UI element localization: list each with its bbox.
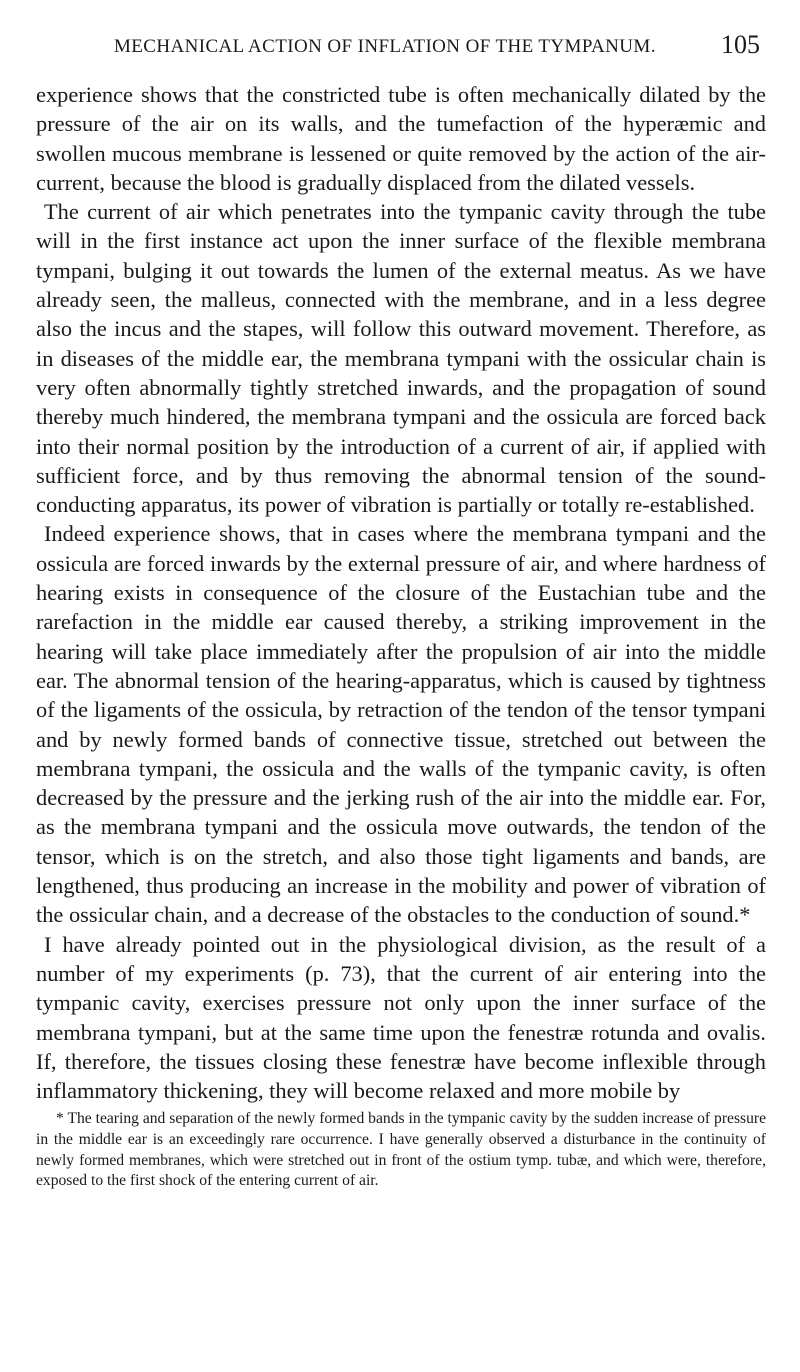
footnote-text: * The tearing and separation of the newly formed bands in the tympanic cavity by the sudden increase of pressure in the middle ear is an exceedingly rare occurrence. I have generally observed a disturbance in the continuity of newly formed membranes, which were stretched out in front of the ostium tymp. tubæ, and which were, therefore, exposed to the first shock of the entering current of air. [36, 1110, 766, 1190]
running-header [36, 30, 766, 64]
running-title: MECHANICAL ACTION OF INFLATION OF THE TYMPANUM. [114, 36, 656, 57]
paragraph: Indeed experience shows, that in cases where the membrana tympani and the ossicula are forced inwards by the external pressure of air, and where hardness of hearing exists in consequence of the closure of the Eustachian tube and the rarefaction in the middle ear caused thereby, a striking improvement in the hearing will take place immediately after the propulsion of air into the middle ear. The abnormal tension of the hearing-apparatus, which is caused by tightness of the ligaments of the ossicula, by retraction of the tendon of the tensor tympani and by newly formed bands of connective tissue, stretched out between the membrana tympani, the ossicula and the walls of the tympanic cavity, is often decreased by the pressure and the jerking rush of the air into the middle ear. For, as the membrana tympani and the ossicula move outwards, the tendon of the tensor, which is on the stretch, and also those tight ligaments and bands, are lengthened, thus producing an increase in the mobility and power of vibration of the ossicular chain, and a decrease of the obstacles to the conduction of sound.* [36, 521, 766, 928]
paragraph: I have already pointed out in the physiological division, as the result of a number of my experiments (p. 73), that the current of air entering into the tympanic cavity, exercises pressure not only upon the inner surface of the membrana tympani, but at the same time upon the fenestræ rotunda and ovalis. If, therefore, the tissues closing these fenestræ have become inflexible through inflammatory thickening, they will become relaxed and more mobile by [36, 931, 766, 1104]
footnote [36, 1109, 766, 1191]
book-page [36, 30, 766, 1192]
body-text [36, 80, 766, 1105]
paragraph: The current of air which penetrates into the tympanic cavity through the tube will in the first instance act upon the inner surface of the flexible membrana tympani, bulging it out towards the lumen of the external meatus. As we have already seen, the malleus, connected with the membrane, and in a less degree also the incus and the stapes, will follow this outward movement. Therefore, as in diseases of the middle ear, the membrana tympani with the ossicular chain is very often abnormally tightly stretched inwards, and the propagation of sound thereby much hindered, the membrana tympani and the ossicula are forced back into their normal position by the introduction of a current of air, if applied with sufficient force, and by thus removing the abnormal tension of the sound-conducting apparatus, its power of vibration is partially or totally re-established. [36, 199, 766, 518]
page-number: 105 [721, 30, 760, 59]
paragraph-continuation: experience shows that the constricted tube is often mechanically dilated by the pressure of the air on its walls, and the tumefaction of the hyperæmic and swollen mucous membrane is lessened or quite removed by the action of the air-current, because the blood is gradually displaced from the dilated vessels. [36, 82, 766, 195]
